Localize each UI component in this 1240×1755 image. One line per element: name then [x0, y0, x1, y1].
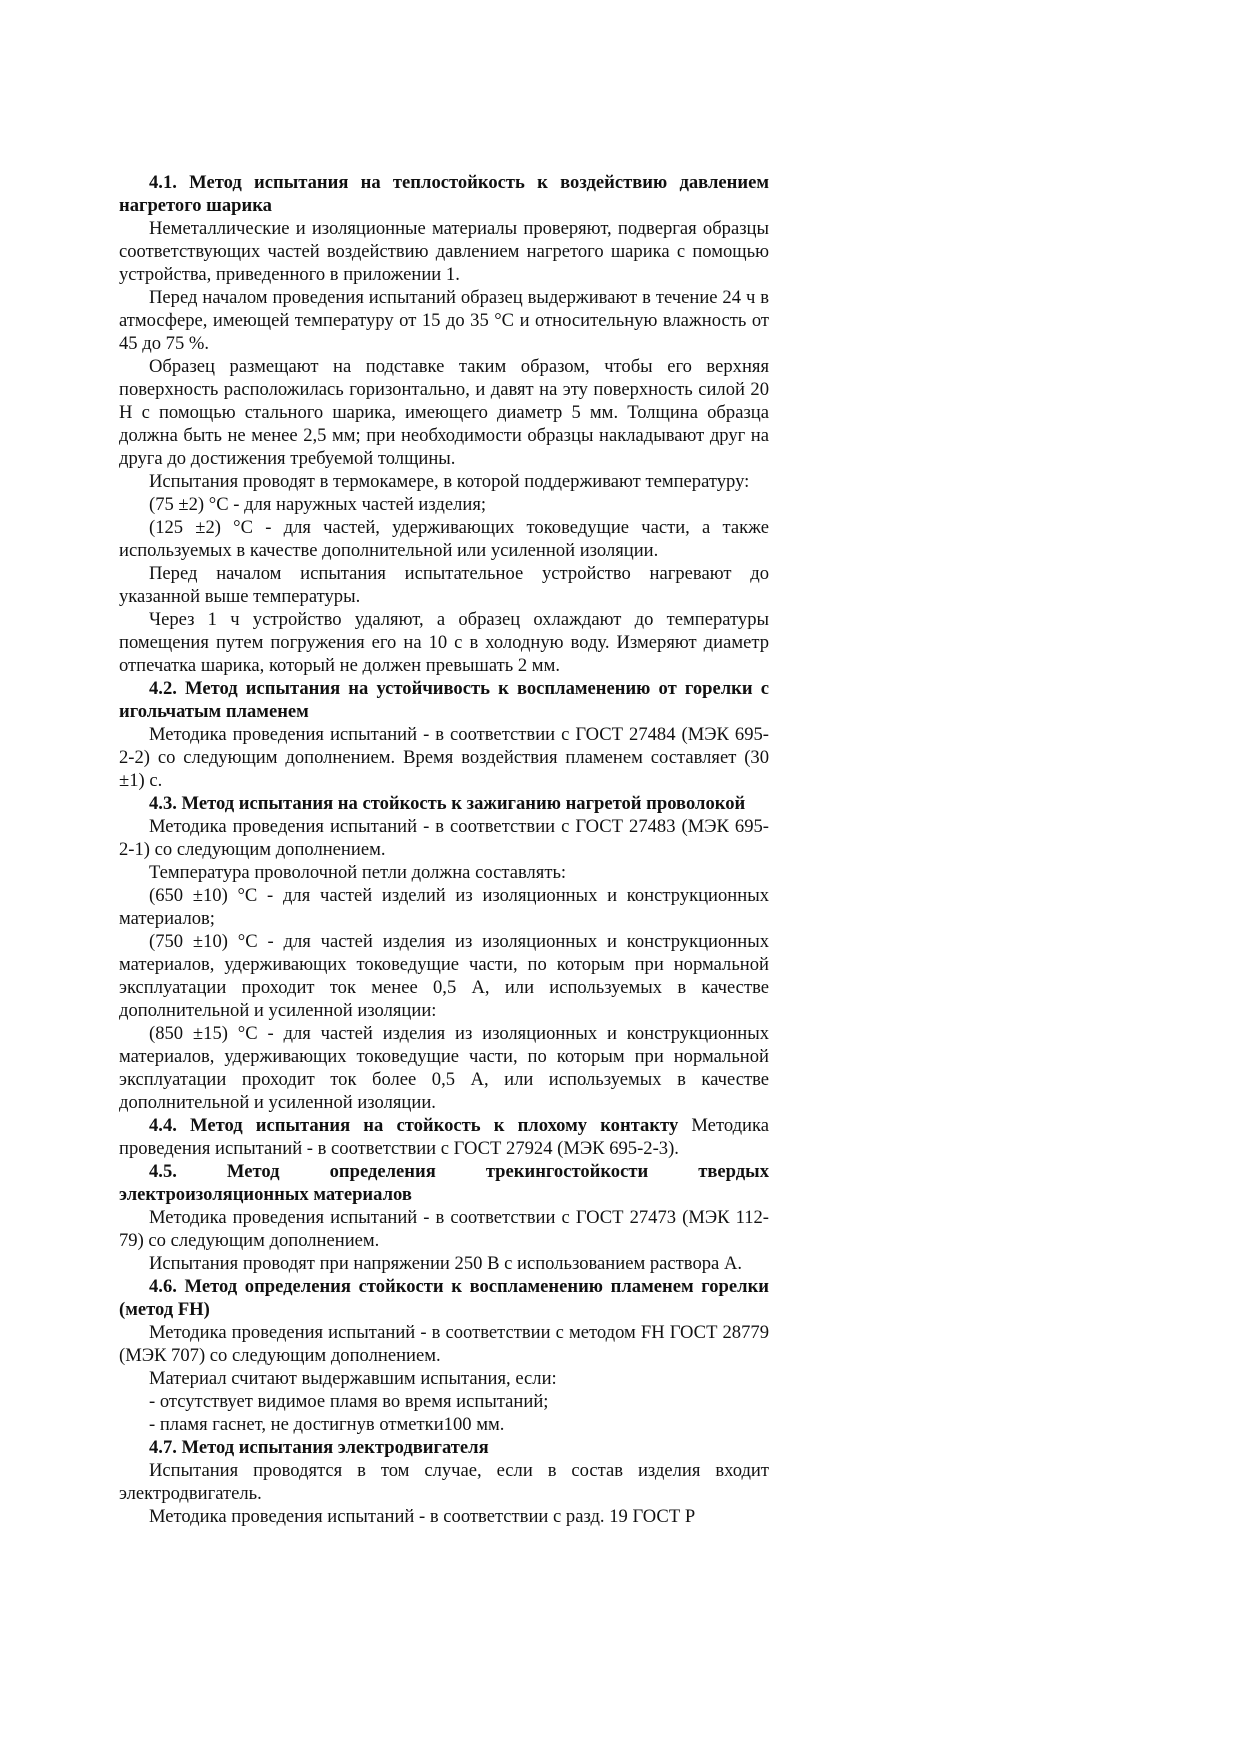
section-4-7-paragraph-2: Методика проведения испытаний - в соответствии с разд. 19 ГОСТ Р — [149, 1506, 696, 1527]
section-4-3-paragraph-3: (650 ±10) °С - для частей изделий из изоляционных и конструкционных материалов; — [119, 885, 769, 929]
section-4-4-paragraph — [119, 1114, 769, 1160]
section-4-4-heading: 4.4. Метод испытания на стойкость к плохому контакту — [149, 1115, 679, 1136]
section-4-3-paragraph-1: Методика проведения испытаний - в соответствии с ГОСТ 27483 (МЭК 695-2-1) со следующим дополнением. — [119, 816, 769, 860]
section-4-5-paragraph-1: Методика проведения испытаний - в соответствии с ГОСТ 27473 (МЭК 112-79) со следующим дополнением. — [119, 1207, 769, 1251]
section-4-5-heading: 4.5. Метод определения трекингостойкости твердых электроизоляционных материалов — [119, 1161, 769, 1205]
section-4-6-paragraph-1: Методика проведения испытаний - в соответствии с методом FH ГОСТ 28779 (МЭК 707) со следующим дополнением. — [119, 1322, 769, 1366]
section-4-1-paragraph-2: Перед началом проведения испытаний образец выдерживают в течение 24 ч в атмосфере, имеющей температуру от 15 до 35 °С и относительную влажность от 45 до 75 %. — [119, 287, 769, 354]
section-4-2-paragraph-1: Методика проведения испытаний - в соответствии с ГОСТ 27484 (МЭК 695-2-2) со следующим дополнением. Время воздействия пламенем составляет (30 ±1) с. — [119, 724, 769, 791]
section-4-7-paragraph-1: Испытания проводятся в том случае, если в состав изделия входит электродвигатель. — [119, 1460, 769, 1504]
section-4-3-paragraph-4: (750 ±10) °С - для частей изделия из изоляционных и конструкционных материалов, удерживающих токоведущие части, по которым при нормальной эксплуатации проходит ток менее 0,5 А, или используемых в качестве дополнительной и усиленной изоляции: — [119, 931, 769, 1021]
document-page — [119, 171, 769, 1528]
section-4-3-heading: 4.3. Метод испытания на стойкость к зажиганию нагретой проволокой — [149, 793, 746, 814]
section-4-1-paragraph-4: Испытания проводят в термокамере, в которой поддерживают температуру: — [149, 471, 750, 492]
section-4-1-paragraph-8: Через 1 ч устройство удаляют, а образец охлаждают до температуры помещения путем погружения его на 10 с в холодную воду. Измеряют диаметр отпечатка шарика, который не должен превышать 2 мм. — [119, 609, 769, 676]
section-4-6-paragraph-3: - отсутствует видимое пламя во время испытаний; — [149, 1391, 549, 1412]
section-4-1-paragraph-1: Неметаллические и изоляционные материалы проверяют, подвергая образцы соответствующих частей воздействию давлением нагретого шарика с помощью устройства, приведенного в приложении 1. — [119, 218, 769, 285]
section-4-1-paragraph-7: Перед началом испытания испытательное устройство нагревают до указанной выше температуры. — [119, 563, 769, 607]
section-4-1-paragraph-3: Образец размещают на подставке таким образом, чтобы его верхняя поверхность расположилась горизонтально, и давят на эту поверхность силой 20 Н с помощью стального шарика, имеющего диаметр 5 мм. Толщина образца должна быть не менее 2,5 мм; при необходимости образцы накладывают друг на друга до достижения требуемой толщины. — [119, 356, 769, 469]
section-4-4-text: Методика проведения испытаний - в соответствии с ГОСТ 27924 (МЭК 695-2-3). — [119, 1115, 769, 1159]
section-4-2-heading: 4.2. Метод испытания на устойчивость к воспламенению от горелки с игольчатым пламенем — [119, 678, 769, 722]
section-4-3-paragraph-5: (850 ±15) °С - для частей изделия из изоляционных и конструкционных материалов, удерживающих токоведущие части, по которым при нормальной эксплуатации проходит ток более 0,5 А, или используемых в качестве дополнительной и усиленной изоляции. — [119, 1023, 769, 1113]
section-4-3-paragraph-2: Температура проволочной петли должна составлять: — [149, 862, 567, 883]
section-4-6-paragraph-2: Материал считают выдержавшим испытания, если: — [149, 1368, 557, 1389]
section-4-1-paragraph-6: (125 ±2) °С - для частей, удерживающих токоведущие части, а также используемых в качестве дополнительной или усиленной изоляции. — [119, 517, 769, 561]
section-4-6-heading: 4.6. Метод определения стойкости к воспламенению пламенем горелки (метод FH) — [119, 1276, 769, 1320]
section-4-7-heading: 4.7. Метод испытания электродвигателя — [149, 1437, 489, 1458]
section-4-5-paragraph-2: Испытания проводят при напряжении 250 В с использованием раствора А. — [149, 1253, 743, 1274]
section-4-1-heading: 4.1. Метод испытания на теплостойкость к воздействию давлением нагретого шарика — [119, 172, 769, 216]
section-4-6-paragraph-4: - пламя гаснет, не достигнув отметки100 мм. — [149, 1414, 505, 1435]
section-4-1-paragraph-5: (75 ±2) °С - для наружных частей изделия; — [149, 494, 487, 515]
